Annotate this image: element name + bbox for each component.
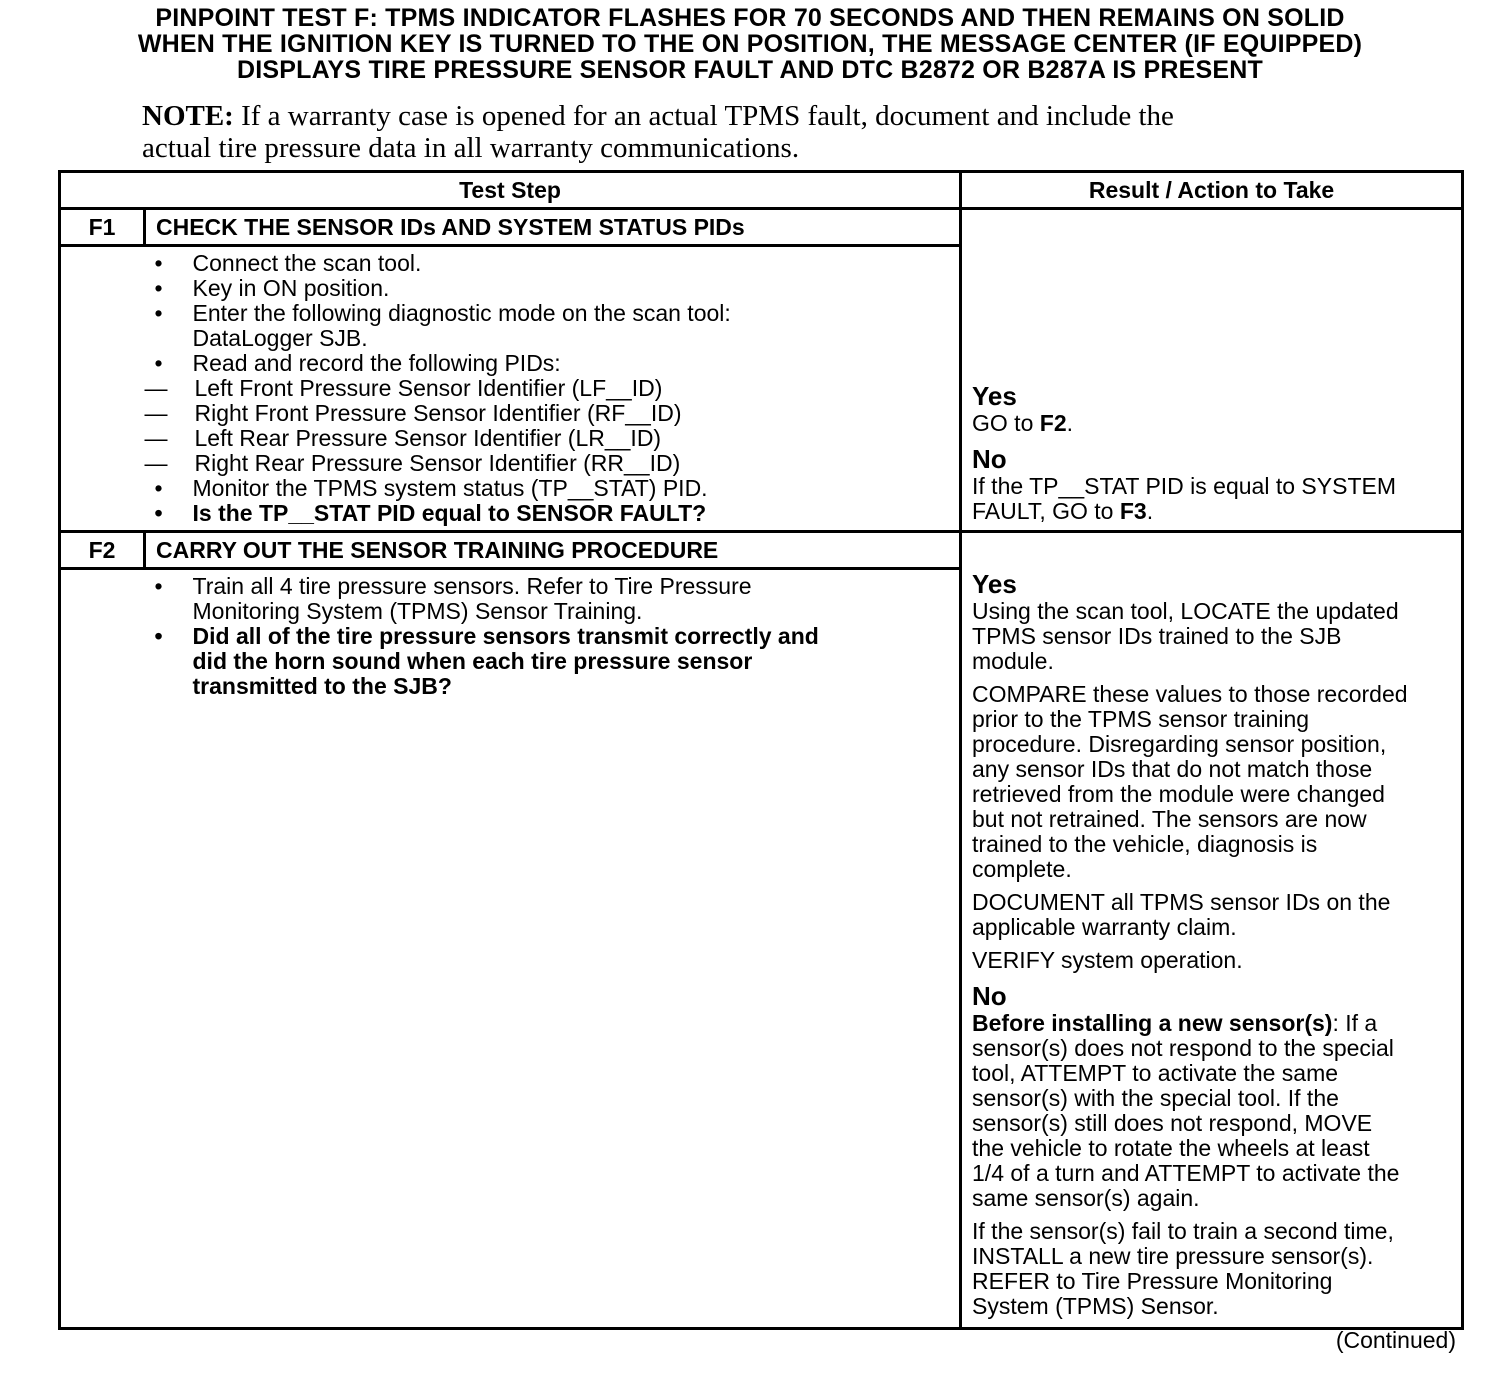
result-paragraph bbox=[972, 682, 1457, 882]
result-yes-label: Yes bbox=[972, 569, 1017, 599]
result-paragraph bbox=[972, 1219, 1457, 1319]
text-line: same sensor(s) again. bbox=[972, 1185, 1200, 1211]
text-line: TPMS sensor IDs trained to the SJB bbox=[972, 623, 1342, 649]
text-line: Using the scan tool, LOCATE the updated bbox=[972, 598, 1399, 624]
result-paragraph: VERIFY system operation. bbox=[972, 947, 1243, 973]
title-line: WHEN THE IGNITION KEY IS TURNED TO THE ON POSITION, THE MESSAGE CENTER (IF EQUIPPED) bbox=[137, 30, 1363, 58]
list-item: • Connect the scan tool. bbox=[154, 250, 422, 276]
list-item: • Key in ON position. bbox=[154, 275, 390, 301]
text-line: sensor(s) still does not respond, MOVE bbox=[972, 1110, 1373, 1136]
text-line: but not retrained. The sensors are now bbox=[972, 806, 1367, 832]
column-header-result: Result / Action to Take bbox=[961, 172, 1463, 209]
list-item: • Enter the following diagnostic mode on the scan tool: DataLogger SJB. bbox=[154, 300, 731, 351]
text-line: the vehicle to rotate the wheels at least bbox=[972, 1135, 1370, 1161]
step-body-f1 bbox=[145, 246, 961, 532]
step-heading-f1: CHECK THE SENSOR IDs AND SYSTEM STATUS PIDs bbox=[145, 209, 961, 246]
note-text: actual tire pressure data in all warranty communications. bbox=[142, 132, 800, 164]
note-label: NOTE: bbox=[142, 100, 234, 132]
step-question-f1: • Is the TP__STAT PID equal to SENSOR FAULT? bbox=[154, 500, 707, 526]
title-line: PINPOINT TEST F: TPMS INDICATOR FLASHES FOR 70 SECONDS AND THEN REMAINS ON SOLID bbox=[155, 4, 1345, 32]
text-line: System (TPMS) Sensor. bbox=[972, 1293, 1219, 1319]
text-line: applicable warranty claim. bbox=[972, 914, 1237, 940]
text-line: module. bbox=[972, 648, 1054, 674]
text-line: sensor(s) with the special tool. If the bbox=[972, 1085, 1339, 1111]
text-line: procedure. Disregarding sensor position, bbox=[972, 731, 1387, 757]
result-no-label: No bbox=[972, 981, 1007, 1011]
text-line: DOCUMENT all TPMS sensor IDs on the bbox=[972, 889, 1391, 915]
step-question-f2: • Did all of the tire pressure sensors transmit correctly and did the horn sound when each tire pressure sensor transmitted to the SJB? bbox=[154, 623, 819, 699]
pid-item: — Right Rear Pressure Sensor Identifier (RR__ID) bbox=[144, 450, 681, 476]
step-link-f2[interactable]: F2 bbox=[1039, 410, 1067, 436]
text-line: COMPARE these values to those recorded bbox=[972, 681, 1408, 707]
result-paragraph bbox=[972, 890, 1457, 940]
result-no-label: No bbox=[972, 444, 1007, 474]
text-line: REFER to Tire Pressure Monitoring bbox=[972, 1268, 1333, 1294]
text-line: any sensor IDs that do not match those bbox=[972, 756, 1373, 782]
step-body-f2 bbox=[145, 569, 961, 1329]
step-id-f1: F1 bbox=[60, 209, 145, 246]
result-f1 bbox=[961, 209, 1463, 532]
text-line: If the sensor(s) fail to train a second time, bbox=[972, 1218, 1394, 1244]
text-line: sensor(s) does not respond to the special bbox=[972, 1035, 1394, 1061]
step-link-f3[interactable]: F3 bbox=[1119, 498, 1147, 524]
column-header-test-step: Test Step bbox=[60, 172, 961, 209]
text-line: retrieved from the module were changed bbox=[972, 781, 1385, 807]
list-item: • Train all 4 tire pressure sensors. Refer to Tire Pressure Monitoring System (TPMS) Sensor Training. bbox=[154, 573, 752, 624]
step-heading-f2: CARRY OUT THE SENSOR TRAINING PROCEDURE bbox=[145, 532, 961, 569]
pinpoint-test-table bbox=[58, 170, 1464, 1330]
list-item: • Read and record the following PIDs: — Left Front Pressure Sensor Identifier (LF__ID) — Right Front Pressure Sensor Identifier (RF__ID) — Left Rear Pressure Sensor Identifier (LR__ID) — Right Rear Pressure Sensor Identifier (RR__ID) bbox=[145, 351, 960, 476]
warranty-note bbox=[142, 100, 1322, 164]
pid-item: — Right Front Pressure Sensor Identifier (RF__ID) bbox=[144, 400, 682, 426]
list-item: • Monitor the TPMS system status (TP__STAT) PID. bbox=[154, 475, 708, 501]
title-line: DISPLAYS TIRE PRESSURE SENSOR FAULT AND DTC B2872 OR B287A IS PRESENT bbox=[236, 56, 1264, 84]
result-no-bold: Before installing a new sensor(s) bbox=[972, 1010, 1333, 1036]
text-line: tool, ATTEMPT to activate the same bbox=[972, 1060, 1339, 1086]
result-paragraph bbox=[972, 1011, 1457, 1211]
result-yes-label: Yes bbox=[972, 381, 1017, 411]
result-yes-text: GO to F2. bbox=[972, 410, 1073, 436]
step-body-spacer bbox=[60, 246, 145, 532]
text-line: complete. bbox=[972, 856, 1072, 882]
pinpoint-test-title bbox=[30, 5, 1470, 83]
step-id-f2: F2 bbox=[60, 532, 145, 569]
step-body-spacer bbox=[60, 569, 145, 1329]
text-line: 1/4 of a turn and ATTEMPT to activate the bbox=[972, 1160, 1400, 1186]
text-line: trained to the vehicle, diagnosis is bbox=[972, 831, 1318, 857]
note-text: If a warranty case is opened for an actual TPMS fault, document and include the bbox=[233, 100, 1174, 132]
text-line: prior to the TPMS sensor training bbox=[972, 706, 1310, 732]
result-paragraph bbox=[972, 599, 1457, 674]
continued-label: (Continued) bbox=[1335, 1327, 1456, 1353]
text-line: : If a bbox=[1332, 1010, 1378, 1036]
pid-item: — Left Rear Pressure Sensor Identifier (LR__ID) bbox=[144, 425, 662, 451]
pid-item: — Left Front Pressure Sensor Identifier (LF__ID) bbox=[144, 375, 663, 401]
result-f2 bbox=[961, 532, 1463, 1329]
text-line: INSTALL a new tire pressure sensor(s). bbox=[972, 1243, 1374, 1269]
result-no-text: If the TP__STAT PID is equal to SYSTEM FAULT, GO to F3. bbox=[972, 473, 1396, 524]
